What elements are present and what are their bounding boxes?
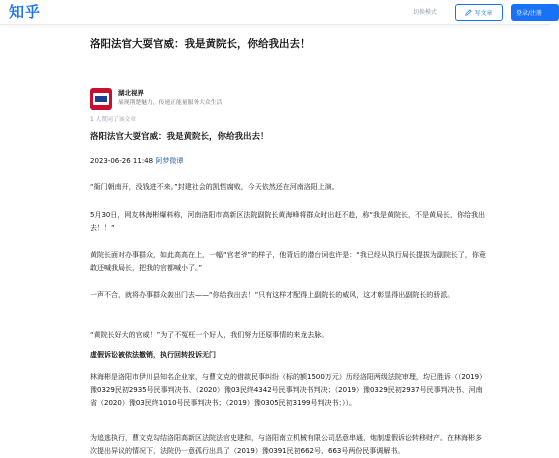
likes-count: 1 人赞同了该文章	[90, 117, 137, 123]
paragraph: 黄院长面对办事群众，如此高高在上，一幅“官老爷”的样子，他背后的潜台词也许是：“我已经从执行局长提拔为副院长了，你竟敢还喊我局长，把我的官都喊小了。”	[90, 251, 486, 272]
pencil-icon	[465, 9, 472, 16]
author-avatar[interactable]	[90, 88, 112, 110]
paragraph: “黄院长好大的官威！”为了不冤枉一个好人，我们努力还原事情的来龙去脉。	[90, 331, 329, 339]
content-title: 洛阳法官大耍官威：我是黄院长，你给我出去！	[90, 132, 269, 142]
login-register-button[interactable]: 登录/注册	[511, 4, 559, 21]
paragraph: 为追逃执行，曹文克勾结洛阳高新区法院法官史建和，与洛阳南立机械有限公司恶意串通，炮制虚假诉讼转移财产。在林海彬多次提出异议的情况下，法院仍一意孤行出具了（2019）豫0391民初662号、663号两份民事调解书。	[90, 434, 482, 455]
section-heading: 虚假诉讼被依法撤销，执行回转投诉无门	[90, 351, 216, 359]
switch-mode-link[interactable]: 切换模式	[413, 9, 438, 16]
publish-time: 2023-06-26 11:48	[90, 157, 154, 165]
paragraph: 一声不合，就将办事群众轰出门去——“你给我出去！”只有这样才配得上副院长的威风，这才彰显得出副院长的骄派。	[90, 291, 455, 299]
paragraph: 5月30日，网友林海彬爆料称，河南洛阳市高新区法院副院长黄海峰将群众时出赶不趁，称“我是黄院长，不是黄局长，你给我出去！！”	[90, 211, 485, 232]
author-name[interactable]: 湖北视界	[118, 89, 144, 97]
publish-meta	[90, 155, 183, 168]
avatar-logo-image	[93, 93, 109, 105]
paragraph: 林海彬是洛阳市伊川县知名企业家，与曹文克的借款民事纠纷（标的额1500万元）历经洛阳两级法院审理，均已胜诉（（2019）豫0329民初2935号民事判决书、（2020）豫03民终4342号民事判决书判决；（2019）豫0329民初2937号民事判决书、河南省（2020）豫03民终1010号民事判决书；（2019）豫0305民初3199号判决书；））。	[90, 373, 487, 407]
paragraph: “衙门朝南开，没钱进不来。”封建社会的凯哲腐败，今天依然还在河南洛阳上演。	[90, 183, 339, 191]
write-article-button[interactable]	[455, 4, 503, 21]
author-bio: 展现荆楚魅力，传递正能量服务大众生活	[118, 100, 223, 106]
source-link[interactable]: 阿梦微谭	[155, 157, 184, 165]
article-title: 洛阳法官大耍官威：我是黄院长，你给我出去！	[90, 38, 311, 50]
zhihu-logo[interactable]: 知乎	[9, 3, 42, 21]
author-card	[90, 88, 390, 110]
write-article-label: 写文章	[474, 10, 493, 17]
top-header	[0, 0, 550, 25]
